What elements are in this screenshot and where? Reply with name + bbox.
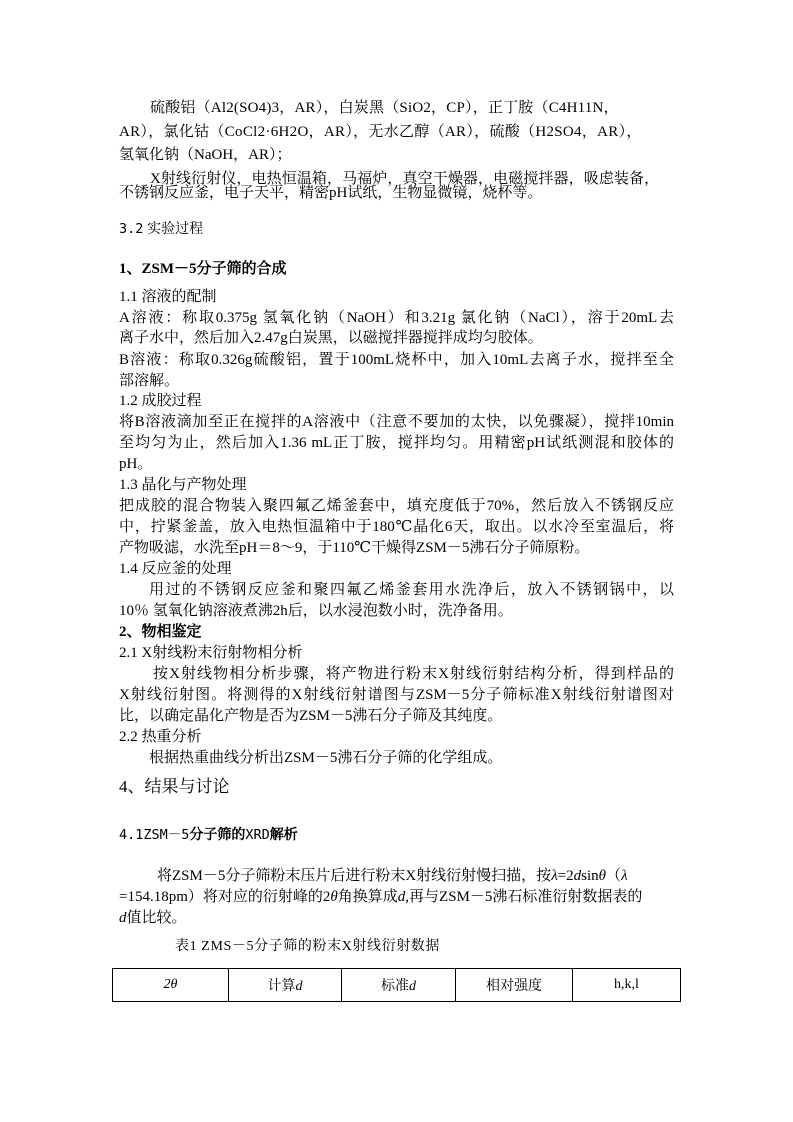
- autoclave-line-1: 用过的不锈钢反应釜和聚四氟乙烯釜套用水洗净后，放入不锈钢锅中，以: [149, 582, 674, 598]
- header-hkl: [573, 969, 681, 1002]
- subsection-number: 4.1ZSM－5: [119, 827, 190, 843]
- text-run: 值比较。: [126, 910, 187, 926]
- text-run: =2: [557, 868, 574, 884]
- xrd-analysis-line-3: [119, 908, 187, 928]
- text-run: 将ZSM－5分子筛粉末压片后进行粉末X射线衍射慢扫描，按: [157, 868, 552, 884]
- xrd-line-3: 比，以确定晶化产物是否为ZSM－5沸石分子筛及其纯度。: [119, 708, 503, 724]
- subsection-title-part-1: 分子筛的: [189, 827, 246, 843]
- reagents-line-2: AR），氯化钴（CoCl2·6H2O，AR），无水乙醇（AR），硫酸（H2SO4，AR），: [119, 124, 642, 140]
- gel-line-3: pH。: [119, 456, 153, 472]
- header-text: 2θ: [163, 977, 178, 992]
- section-number: 3.2: [119, 221, 144, 237]
- text-run: （: [606, 868, 622, 884]
- reagents-line-3: 氢氧化钠（NaOH，AR）；: [119, 147, 292, 163]
- d-symbol: d: [397, 889, 406, 905]
- subheading-2-1: 2.1 X射线粉末衍射物相分析: [119, 645, 303, 661]
- subsection-title-xrd: XRD: [245, 827, 270, 843]
- section-3-2-heading: [119, 219, 203, 239]
- section-title: 实验过程: [147, 221, 204, 237]
- solution-b-line-2: 部溶解。: [119, 373, 180, 389]
- d-symbol: d: [409, 979, 416, 994]
- table-header-row: [113, 969, 681, 1002]
- d-symbol: d: [119, 910, 127, 926]
- d-symbol: d: [295, 979, 303, 994]
- subheading-2-2: 2.2 热重分析: [119, 729, 202, 745]
- lambda-symbol: λ: [551, 868, 558, 884]
- subsection-4-1-heading: [119, 825, 298, 845]
- theta-symbol: θ: [330, 889, 338, 905]
- solution-b-line-1: B溶液：称取0.326g硫酸铝，置于100mL烧杯中，加入10mL去离子水，搅拌至全: [119, 352, 674, 368]
- header-relative-intensity: [456, 969, 573, 1002]
- equipment-line-2: 不锈钢反应釜，电子天平，精密pH试纸，生物显微镜，烧杯等。: [119, 185, 543, 201]
- gel-line-1: 将B溶液滴加至正在搅拌的A溶液中（注意不要加的太快，以免骤凝），搅拌10min: [119, 414, 674, 430]
- text-run: ,再与ZSM－5沸石标准衍射数据表的: [405, 889, 643, 905]
- text-run: =154.18pm）将对应的衍射峰的2: [119, 889, 331, 905]
- equipment-line-1: X射线衍射仪，电热恒温箱，马福炉，真空干燥器，电磁搅拌器，吸虑装备，: [150, 171, 660, 187]
- subsection-title-part-2: 解析: [269, 827, 298, 843]
- header-calc-d: [229, 969, 342, 1002]
- results-heading: 4、结果与讨论: [119, 777, 230, 796]
- crystallization-line-3: 产物吸滤，水洗至pH＝8～9，于110℃干燥得ZSM－5沸石分子筛原粉。: [119, 540, 590, 556]
- subheading-1-2: 1.2 成胶过程: [119, 393, 202, 409]
- subheading-1-1: 1.1 溶液的配制: [119, 289, 217, 305]
- subheading-1-3: 1.3 晶化与产物处理: [119, 477, 247, 493]
- xrd-analysis-line-2: [119, 887, 642, 907]
- header-text: h,k,l: [614, 977, 639, 992]
- crystallization-line-2: 中，拧紧釜盖，放入电热恒温箱中于180℃晶化6天，取出。以水冷至室温后，将: [119, 519, 674, 535]
- synthesis-heading: 1、ZSM－5分子筛的合成: [119, 261, 287, 277]
- text-run: 角换算成: [337, 889, 398, 905]
- xrd-data-table: [112, 968, 681, 1002]
- solution-a-line-2: 离子水中，然后加入2.47g白炭黑，以磁搅拌器搅拌成均匀胶体。: [119, 330, 543, 346]
- header-text: 计算: [267, 979, 296, 994]
- text-run: sin: [581, 868, 599, 884]
- thermogravimetric-line: 根据热重曲线分析出ZSM－5沸石分子筛的化学组成。: [149, 750, 503, 766]
- lambda-symbol: λ: [621, 868, 628, 884]
- phase-identification-heading: 2、物相鉴定: [119, 624, 202, 640]
- subheading-1-4: 1.4 反应釜的处理: [119, 561, 232, 577]
- header-text: 标准: [381, 979, 409, 994]
- autoclave-line-2: 10％ 氢氧化钠溶液煮沸2h后，以水浸泡数小时，洗净备用。: [119, 603, 513, 619]
- xrd-line-1: 按X射线物相分析步骤，将产物进行粉末X射线衍射结构分析，得到样品的: [153, 666, 674, 682]
- solution-a-line-1: A溶液：称取0.375g 氢氧化钠（NaOH）和3.21g 氯化钠（NaCl），溶于20mL去: [119, 310, 674, 326]
- reagents-line-1: 硫酸铝（Al2(SO4)3，AR），白炭黑（SiO2，CP），正丁胺（C4H11N，: [150, 100, 619, 116]
- xrd-line-2: X射线衍射图。将测得的X射线衍射谱图与ZSM－5分子筛标准X射线衍射谱图对: [119, 687, 674, 703]
- table-caption: 表1 ZMS－5分子筛的粉末X射线衍射数据: [175, 939, 440, 954]
- theta-symbol: θ: [598, 868, 607, 884]
- crystallization-line-1: 把成胶的混合物装入聚四氟乙烯釜套中，填充度低于70%，然后放入不锈钢反应: [119, 498, 674, 514]
- header-std-d: [342, 969, 456, 1002]
- d-symbol: d: [573, 868, 582, 884]
- header-text: 相对强度: [486, 979, 542, 994]
- xrd-analysis-line-1: [157, 866, 628, 886]
- header-2theta: [113, 969, 229, 1002]
- gel-line-2: 至均匀为止，然后加入1.36 mL正丁胺，搅拌均匀。用精密pH试纸测混和胶体的: [119, 435, 674, 451]
